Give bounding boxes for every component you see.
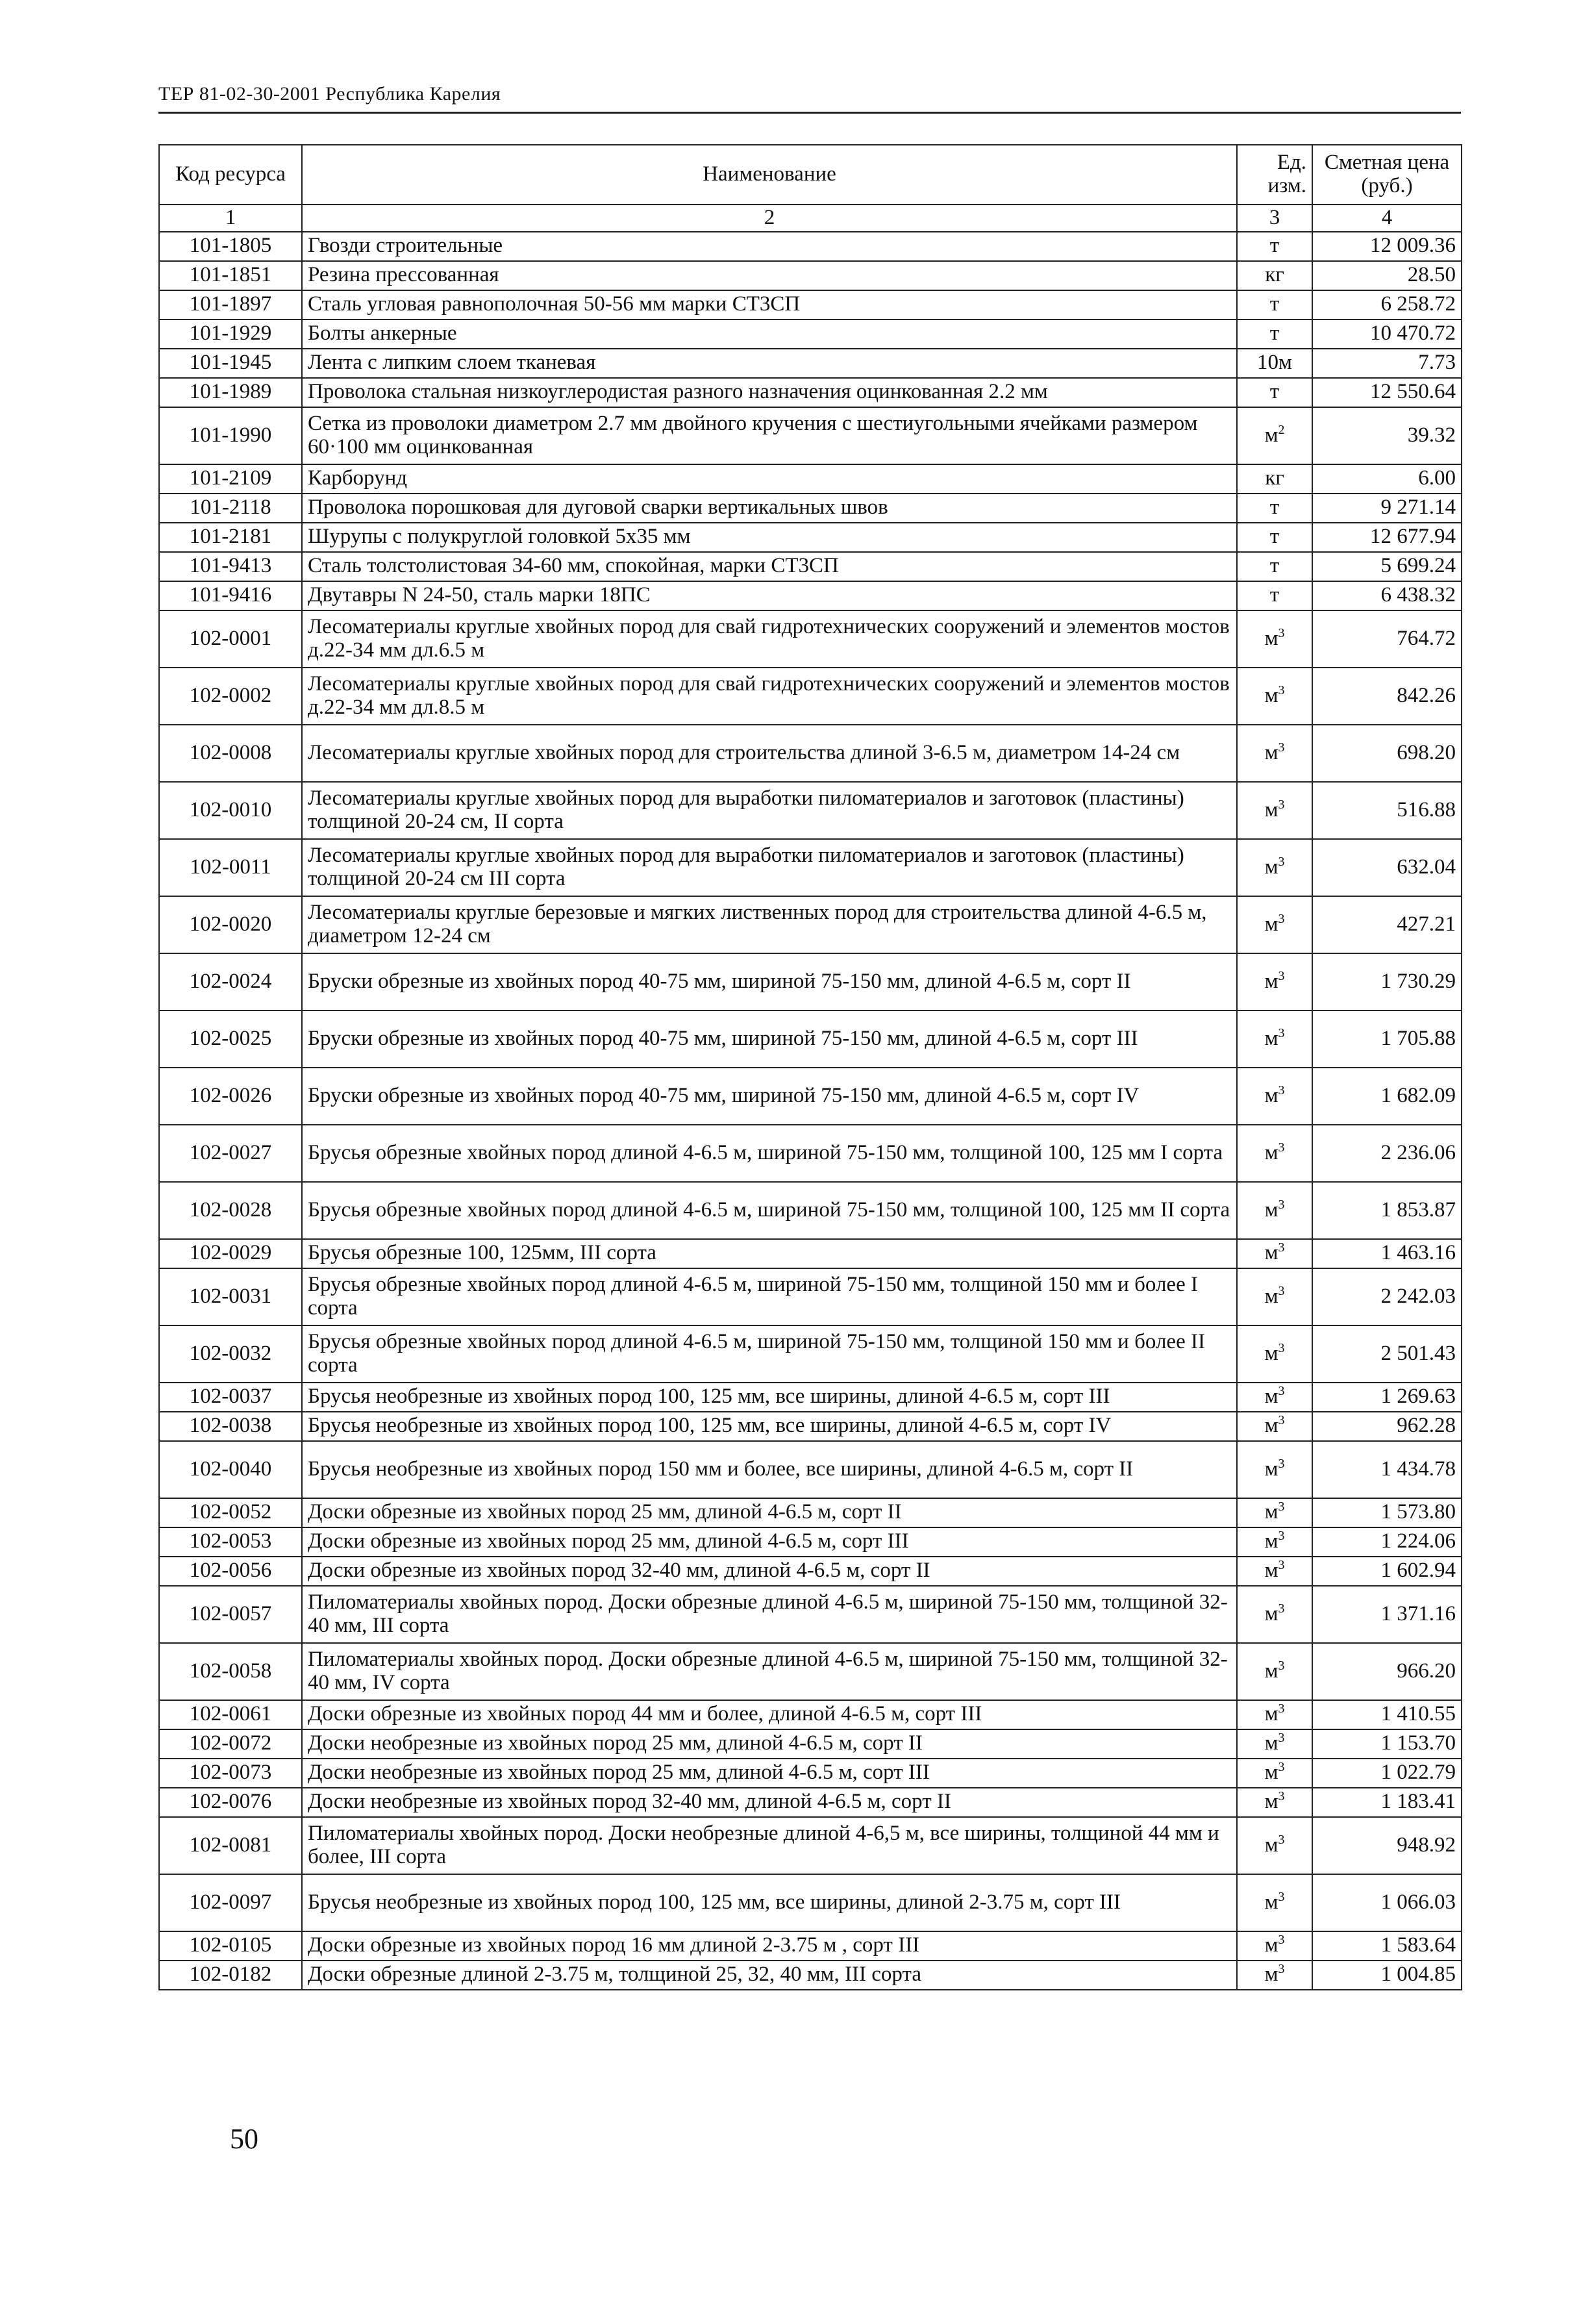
resource-code-cell: 102-0024: [159, 953, 302, 1010]
resource-code-cell: 102-0025: [159, 1010, 302, 1068]
price-cell: 9 271.14: [1312, 494, 1462, 523]
resource-name-cell: Брусья обрезные хвойных пород длиной 4-6.5 м, шириной 75-150 мм, толщиной 100, 125 мм I сорта: [302, 1125, 1237, 1182]
unit-exponent: 3: [1278, 1140, 1285, 1155]
unit-cell: [1237, 290, 1312, 320]
unit-cell: [1237, 349, 1312, 378]
table-row: [159, 1931, 1462, 1961]
resource-price-table: [158, 144, 1462, 1990]
unit-cell: [1237, 1068, 1312, 1125]
resource-name-cell: Доски обрезные из хвойных пород 44 мм и более, длиной 4-6.5 м, сорт III: [302, 1700, 1237, 1729]
unit-exponent: 3: [1278, 1529, 1285, 1544]
resource-code-cell: 102-0026: [159, 1068, 302, 1125]
unit-text: м: [1264, 1026, 1278, 1050]
unit-exponent: 3: [1278, 1731, 1285, 1746]
price-cell: 2 236.06: [1312, 1125, 1462, 1182]
resource-code-cell: 102-0028: [159, 1182, 302, 1239]
unit-cell: [1237, 1383, 1312, 1412]
resource-name-cell: Доски обрезные из хвойных пород 25 мм, длиной 4-6.5 м, сорт III: [302, 1527, 1237, 1557]
price-cell: 6 258.72: [1312, 290, 1462, 320]
resource-code-cell: 101-9413: [159, 552, 302, 581]
unit-cell: [1237, 552, 1312, 581]
unit-exponent: 3: [1278, 1889, 1285, 1904]
unit-cell: [1237, 1643, 1312, 1700]
resource-name-cell: Доски обрезные из хвойных пород 16 мм длиной 2-3.75 м , сорт III: [302, 1931, 1237, 1961]
table-row: [159, 1325, 1462, 1383]
resource-code-cell: 102-0027: [159, 1125, 302, 1182]
resource-name-cell: Брусья обрезные хвойных пород длиной 4-6.5 м, шириной 75-150 мм, толщиной 100, 125 мм II сорта: [302, 1182, 1237, 1239]
resource-name-cell: Шурупы с полукруглой головкой 5х35 мм: [302, 523, 1237, 552]
unit-exponent: 3: [1278, 1789, 1285, 1804]
price-cell: 1 410.55: [1312, 1700, 1462, 1729]
unit-cell: [1237, 232, 1312, 261]
resource-code-cell: 101-1990: [159, 407, 302, 464]
unit-text: м: [1264, 1198, 1278, 1222]
unit-cell: [1237, 1557, 1312, 1586]
table-row: [159, 1498, 1462, 1527]
unit-text: м: [1264, 1963, 1278, 1987]
unit-text: м: [1264, 1601, 1278, 1625]
resource-code-cell: 102-0008: [159, 725, 302, 782]
resource-name-cell: Болты анкерные: [302, 320, 1237, 349]
unit-cell: [1237, 1498, 1312, 1527]
resource-name-cell: Двутавры N 24-50, сталь марки 18ПС: [302, 581, 1237, 610]
table-row: [159, 523, 1462, 552]
resource-code-cell: 101-1929: [159, 320, 302, 349]
resource-name-cell: Брусья необрезные из хвойных пород 100, 125 мм, все ширины, длиной 4-6.5 м, сорт III: [302, 1383, 1237, 1412]
table-row: [159, 1788, 1462, 1817]
unit-exponent: 3: [1278, 854, 1285, 869]
resource-code-cell: 102-0010: [159, 782, 302, 839]
unit-cell: [1237, 1182, 1312, 1239]
column-header-unit: Ед. изм.: [1237, 145, 1312, 205]
table-row: [159, 1874, 1462, 1931]
unit-cell: [1237, 261, 1312, 290]
resource-name-cell: Сталь толстолистовая 34-60 мм, спокойная, марки СТ3СП: [302, 552, 1237, 581]
unit-cell: [1237, 494, 1312, 523]
column-header-code: Код ресурса: [159, 145, 302, 205]
table-row: [159, 839, 1462, 896]
resource-code-cell: 102-0061: [159, 1700, 302, 1729]
unit-cell: [1237, 1239, 1312, 1268]
unit-cell: [1237, 1817, 1312, 1874]
table-row: [159, 1586, 1462, 1643]
page-number: 50: [230, 2123, 258, 2155]
unit-cell: [1237, 1759, 1312, 1788]
unit-text: т: [1269, 321, 1280, 345]
resource-name-cell: Бруски обрезные из хвойных пород 40-75 мм, шириной 75-150 мм, длиной 4-6.5 м, сорт II: [302, 953, 1237, 1010]
table-row: [159, 261, 1462, 290]
unit-exponent: 3: [1278, 1962, 1285, 1977]
resource-code-cell: 102-0182: [159, 1961, 302, 1990]
unit-cell: [1237, 725, 1312, 782]
unit-exponent: 3: [1278, 1025, 1285, 1040]
resource-name-cell: Пиломатериалы хвойных пород. Доски необрезные длиной 4-6,5 м, все ширины, толщиной 44 мм и более, III сорта: [302, 1817, 1237, 1874]
unit-exponent: 3: [1278, 1413, 1285, 1428]
unit-text: м: [1264, 1140, 1278, 1164]
unit-exponent: 3: [1278, 1760, 1285, 1775]
price-cell: 1 434.78: [1312, 1441, 1462, 1498]
resource-code-cell: 102-0037: [159, 1383, 302, 1412]
table-row: [159, 1700, 1462, 1729]
unit-text: м: [1264, 1529, 1278, 1553]
unit-cell: [1237, 1700, 1312, 1729]
column-number: 1: [159, 205, 302, 232]
unit-text: м: [1264, 1241, 1278, 1265]
price-cell: 1 224.06: [1312, 1527, 1462, 1557]
table-row: [159, 1557, 1462, 1586]
column-header-name: Наименование: [302, 145, 1237, 205]
price-cell: 6 438.32: [1312, 581, 1462, 610]
resource-code-cell: 102-0032: [159, 1325, 302, 1383]
price-cell: 2 242.03: [1312, 1268, 1462, 1325]
table-row: [159, 896, 1462, 953]
resource-name-cell: Доски обрезные длиной 2-3.75 м, толщиной 25, 32, 40 мм, III сорта: [302, 1961, 1237, 1990]
unit-text: т: [1269, 292, 1280, 316]
table-row: [159, 320, 1462, 349]
resource-name-cell: Гвозди строительные: [302, 232, 1237, 261]
resource-code-cell: 102-0031: [159, 1268, 302, 1325]
unit-exponent: 3: [1278, 1933, 1285, 1948]
unit-cell: [1237, 953, 1312, 1010]
resource-name-cell: Бруски обрезные из хвойных пород 40-75 мм, шириной 75-150 мм, длиной 4-6.5 м, сорт III: [302, 1010, 1237, 1068]
unit-cell: [1237, 668, 1312, 725]
price-cell: 1 153.70: [1312, 1729, 1462, 1759]
unit-cell: [1237, 1961, 1312, 1990]
unit-cell: [1237, 1874, 1312, 1931]
table-row: [159, 1817, 1462, 1874]
resource-code-cell: 101-2118: [159, 494, 302, 523]
resource-name-cell: Брусья обрезные хвойных пород длиной 4-6.5 м, шириной 75-150 мм, толщиной 150 мм и более I сорта: [302, 1268, 1237, 1325]
unit-cell: [1237, 1788, 1312, 1817]
unit-cell: [1237, 1729, 1312, 1759]
resource-name-cell: Проволока порошковая для дуговой сварки вертикальных швов: [302, 494, 1237, 523]
resource-name-cell: Лесоматериалы круглые березовые и мягких лиственных пород для строительства длиной 4-6.5 м, диаметром 12-24 см: [302, 896, 1237, 953]
resource-name-cell: Лесоматериалы круглые хвойных пород для свай гидротехнических сооружений и элементов мостов д.22-34 мм дл.8.5 м: [302, 668, 1237, 725]
resource-code-cell: 101-1989: [159, 378, 302, 407]
resource-name-cell: Лесоматериалы круглые хвойных пород для выработки пиломатериалов и заготовок (пластины) толщиной 20-24 см, II сорта: [302, 782, 1237, 839]
price-cell: 698.20: [1312, 725, 1462, 782]
table-row: [159, 1125, 1462, 1182]
resource-code-cell: 102-0072: [159, 1729, 302, 1759]
unit-exponent: 3: [1278, 740, 1285, 755]
price-cell: 1 853.87: [1312, 1182, 1462, 1239]
column-number: 3: [1237, 205, 1312, 232]
unit-text: м: [1264, 797, 1278, 822]
table-body: [159, 232, 1462, 1990]
unit-cell: [1237, 782, 1312, 839]
unit-text: м: [1264, 740, 1278, 764]
unit-cell: [1237, 839, 1312, 896]
unit-exponent: 3: [1278, 911, 1285, 926]
resource-code-cell: 102-0001: [159, 610, 302, 668]
unit-exponent: 3: [1278, 1197, 1285, 1212]
unit-text: м: [1264, 1790, 1278, 1814]
unit-text: м: [1264, 1659, 1278, 1683]
price-cell: 39.32: [1312, 407, 1462, 464]
table-row: [159, 581, 1462, 610]
unit-exponent: 3: [1278, 1558, 1285, 1573]
resource-name-cell: Карборунд: [302, 464, 1237, 494]
resource-code-cell: 102-0029: [159, 1239, 302, 1268]
table-row: [159, 1268, 1462, 1325]
resource-name-cell: Брусья обрезные хвойных пород длиной 4-6.5 м, шириной 75-150 мм, толщиной 150 мм и более II сорта: [302, 1325, 1237, 1383]
table-row: [159, 552, 1462, 581]
unit-text: м: [1264, 683, 1278, 707]
unit-exponent: 3: [1278, 1083, 1285, 1098]
unit-exponent: 3: [1278, 625, 1285, 640]
unit-cell: [1237, 1010, 1312, 1068]
unit-cell: [1237, 407, 1312, 464]
resource-code-cell: 102-0057: [159, 1586, 302, 1643]
resource-code-cell: 102-0097: [159, 1874, 302, 1931]
unit-text: т: [1269, 554, 1280, 578]
price-cell: 1 022.79: [1312, 1759, 1462, 1788]
unit-exponent: 3: [1278, 1832, 1285, 1847]
unit-text: м: [1264, 1284, 1278, 1308]
column-number-row: [159, 205, 1462, 232]
table-row: [159, 668, 1462, 725]
table-row: [159, 378, 1462, 407]
table-row: [159, 407, 1462, 464]
table-row: [159, 1643, 1462, 1700]
price-cell: 966.20: [1312, 1643, 1462, 1700]
resource-name-cell: Лесоматериалы круглые хвойных пород для свай гидротехнических сооружений и элементов мостов д.22-34 мм дл.6.5 м: [302, 610, 1237, 668]
resource-code-cell: 102-0040: [159, 1441, 302, 1498]
unit-cell: [1237, 523, 1312, 552]
resource-code-cell: 101-1851: [159, 261, 302, 290]
resource-code-cell: 102-0038: [159, 1412, 302, 1441]
unit-cell: [1237, 1325, 1312, 1383]
resource-name-cell: Доски необрезные из хвойных пород 25 мм, длиной 4-6.5 м, сорт III: [302, 1759, 1237, 1788]
price-cell: 12 009.36: [1312, 232, 1462, 261]
unit-cell: [1237, 1527, 1312, 1557]
resource-code-cell: 102-0053: [159, 1527, 302, 1557]
unit-text: 10м: [1257, 351, 1292, 375]
resource-code-cell: 102-0052: [159, 1498, 302, 1527]
price-cell: 962.28: [1312, 1412, 1462, 1441]
resource-name-cell: Брусья обрезные 100, 125мм, III сорта: [302, 1239, 1237, 1268]
resource-code-cell: 102-0020: [159, 896, 302, 953]
price-cell: 632.04: [1312, 839, 1462, 896]
unit-text: м: [1264, 1731, 1278, 1755]
unit-text: м: [1264, 1500, 1278, 1524]
price-cell: 1 183.41: [1312, 1788, 1462, 1817]
unit-exponent: 3: [1278, 797, 1285, 812]
price-cell: 1 371.16: [1312, 1586, 1462, 1643]
resource-code-cell: 102-0056: [159, 1557, 302, 1586]
resource-name-cell: Брусья необрезные из хвойных пород 100, 125 мм, все ширины, длиной 2-3.75 м, сорт III: [302, 1874, 1237, 1931]
table-row: [159, 1759, 1462, 1788]
price-cell: 28.50: [1312, 261, 1462, 290]
document-title: ТЕР 81-02-30-2001 Республика Карелия: [158, 83, 501, 105]
resource-code-cell: 101-2181: [159, 523, 302, 552]
table-row: [159, 953, 1462, 1010]
unit-text: т: [1269, 525, 1280, 549]
table-row: [159, 494, 1462, 523]
resource-code-cell: 102-0105: [159, 1931, 302, 1961]
unit-cell: [1237, 1125, 1312, 1182]
resource-name-cell: Пиломатериалы хвойных пород. Доски обрезные длиной 4-6.5 м, шириной 75-150 мм, толщиной 32-40 мм, III сорта: [302, 1586, 1237, 1643]
price-cell: 7.73: [1312, 349, 1462, 378]
resource-code-cell: 102-0002: [159, 668, 302, 725]
unit-text: м: [1264, 1933, 1278, 1957]
resource-name-cell: Лента с липким слоем тканевая: [302, 349, 1237, 378]
resource-name-cell: Доски необрезные из хвойных пород 32-40 мм, длиной 4-6.5 м, сорт II: [302, 1788, 1237, 1817]
price-cell: 6.00: [1312, 464, 1462, 494]
price-cell: 1 463.16: [1312, 1239, 1462, 1268]
unit-cell: [1237, 1586, 1312, 1643]
unit-exponent: 3: [1278, 1384, 1285, 1399]
resource-code-cell: 102-0011: [159, 839, 302, 896]
unit-text: м: [1264, 423, 1278, 447]
unit-exponent: 3: [1278, 1658, 1285, 1673]
unit-exponent: 3: [1278, 1701, 1285, 1716]
column-number: 4: [1312, 205, 1462, 232]
resource-code-cell: 102-0073: [159, 1759, 302, 1788]
table-row: [159, 1010, 1462, 1068]
resource-code-cell: 101-9416: [159, 581, 302, 610]
resource-code-cell: 102-0081: [159, 1817, 302, 1874]
unit-exponent: 3: [1278, 968, 1285, 983]
table-header-row: [159, 145, 1462, 205]
unit-text: м: [1264, 1702, 1278, 1726]
resource-code-cell: 101-2109: [159, 464, 302, 494]
unit-cell: [1237, 896, 1312, 953]
table-row: [159, 232, 1462, 261]
table-row: [159, 1068, 1462, 1125]
table-row: [159, 464, 1462, 494]
unit-text: м: [1264, 1890, 1278, 1914]
price-cell: 1 269.63: [1312, 1383, 1462, 1412]
table-row: [159, 725, 1462, 782]
resource-name-cell: Лесоматериалы круглые хвойных пород для строительства длиной 3-6.5 м, диаметром 14-24 см: [302, 725, 1237, 782]
unit-text: м: [1264, 1457, 1278, 1481]
price-cell: 948.92: [1312, 1817, 1462, 1874]
table-row: [159, 1182, 1462, 1239]
unit-text: м: [1264, 912, 1278, 936]
price-cell: 1 730.29: [1312, 953, 1462, 1010]
table-row: [159, 610, 1462, 668]
price-cell: 10 470.72: [1312, 320, 1462, 349]
resource-name-cell: Брусья необрезные из хвойных пород 100, 125 мм, все ширины, длиной 4-6.5 м, сорт IV: [302, 1412, 1237, 1441]
resource-code-cell: 102-0058: [159, 1643, 302, 1700]
unit-text: т: [1269, 380, 1280, 404]
resource-code-cell: 101-1897: [159, 290, 302, 320]
resource-code-cell: 101-1945: [159, 349, 302, 378]
unit-text: м: [1264, 1385, 1278, 1409]
unit-text: м: [1264, 1414, 1278, 1438]
price-cell: 1 066.03: [1312, 1874, 1462, 1931]
resource-name-cell: Сетка из проволоки диаметром 2.7 мм двойного кручения с шестиугольными ячейками размером 60·100 мм оцинкованная: [302, 407, 1237, 464]
price-cell: 516.88: [1312, 782, 1462, 839]
unit-text: т: [1269, 495, 1280, 520]
price-cell: 764.72: [1312, 610, 1462, 668]
unit-exponent: 3: [1278, 683, 1285, 697]
unit-text: т: [1269, 234, 1280, 258]
unit-text: м: [1264, 1559, 1278, 1583]
unit-cell: [1237, 378, 1312, 407]
table-row: [159, 782, 1462, 839]
price-cell: 2 501.43: [1312, 1325, 1462, 1383]
price-cell: 1 573.80: [1312, 1498, 1462, 1527]
resource-name-cell: Доски обрезные из хвойных пород 25 мм, длиной 4-6.5 м, сорт II: [302, 1498, 1237, 1527]
table-row: [159, 290, 1462, 320]
price-cell: 12 550.64: [1312, 378, 1462, 407]
price-cell: 1 004.85: [1312, 1961, 1462, 1990]
unit-text: кг: [1265, 263, 1284, 287]
unit-cell: [1237, 581, 1312, 610]
price-cell: 12 677.94: [1312, 523, 1462, 552]
price-cell: 1 705.88: [1312, 1010, 1462, 1068]
unit-text: м: [1264, 626, 1278, 650]
unit-text: м: [1264, 1083, 1278, 1107]
unit-cell: [1237, 1931, 1312, 1961]
resource-code-cell: 101-1805: [159, 232, 302, 261]
price-cell: 842.26: [1312, 668, 1462, 725]
table-row: [159, 1441, 1462, 1498]
resource-name-cell: Доски необрезные из хвойных пород 25 мм, длиной 4-6.5 м, сорт II: [302, 1729, 1237, 1759]
price-cell: 1 682.09: [1312, 1068, 1462, 1125]
unit-exponent: 2: [1278, 422, 1285, 437]
table-row: [159, 1961, 1462, 1990]
unit-cell: [1237, 464, 1312, 494]
unit-text: м: [1264, 969, 1278, 993]
unit-text: т: [1269, 583, 1280, 607]
table-row: [159, 1239, 1462, 1268]
unit-text: кг: [1265, 466, 1284, 490]
unit-exponent: 3: [1278, 1283, 1285, 1298]
table-row: [159, 1412, 1462, 1441]
column-number: 2: [302, 205, 1237, 232]
header-divider: [158, 112, 1461, 114]
unit-cell: [1237, 320, 1312, 349]
unit-text: м: [1264, 1341, 1278, 1365]
table-row: [159, 1729, 1462, 1759]
resource-name-cell: Сталь угловая равнополочная 50-56 мм марки СТ3СП: [302, 290, 1237, 320]
resource-name-cell: Лесоматериалы круглые хвойных пород для выработки пиломатериалов и заготовок (пластины) толщиной 20-24 см III сорта: [302, 839, 1237, 896]
table-row: [159, 349, 1462, 378]
price-cell: 1 583.64: [1312, 1931, 1462, 1961]
unit-cell: [1237, 610, 1312, 668]
unit-text: м: [1264, 1833, 1278, 1857]
table-row: [159, 1383, 1462, 1412]
price-cell: 1 602.94: [1312, 1557, 1462, 1586]
unit-exponent: 3: [1278, 1456, 1285, 1471]
unit-cell: [1237, 1412, 1312, 1441]
resource-name-cell: Пиломатериалы хвойных пород. Доски обрезные длиной 4-6.5 м, шириной 75-150 мм, толщиной 32-40 мм, IV сорта: [302, 1643, 1237, 1700]
unit-text: м: [1264, 855, 1278, 879]
column-header-price: Сметная цена (руб.): [1312, 145, 1462, 205]
resource-name-cell: Брусья необрезные из хвойных пород 150 мм и более, все ширины, длиной 4-6.5 м, сорт II: [302, 1441, 1237, 1498]
unit-exponent: 3: [1278, 1240, 1285, 1255]
resource-name-cell: Проволока стальная низкоуглеродистая разного назначения оцинкованная 2.2 мм: [302, 378, 1237, 407]
price-cell: 5 699.24: [1312, 552, 1462, 581]
unit-text: м: [1264, 1761, 1278, 1785]
unit-cell: [1237, 1441, 1312, 1498]
price-cell: 427.21: [1312, 896, 1462, 953]
resource-code-cell: 102-0076: [159, 1788, 302, 1817]
resource-name-cell: Резина прессованная: [302, 261, 1237, 290]
table-row: [159, 1527, 1462, 1557]
unit-cell: [1237, 1268, 1312, 1325]
resource-name-cell: Бруски обрезные из хвойных пород 40-75 мм, шириной 75-150 мм, длиной 4-6.5 м, сорт IV: [302, 1068, 1237, 1125]
unit-exponent: 3: [1278, 1601, 1285, 1616]
resource-name-cell: Доски обрезные из хвойных пород 32-40 мм, длиной 4-6.5 м, сорт II: [302, 1557, 1237, 1586]
unit-exponent: 3: [1278, 1340, 1285, 1355]
unit-exponent: 3: [1278, 1499, 1285, 1514]
